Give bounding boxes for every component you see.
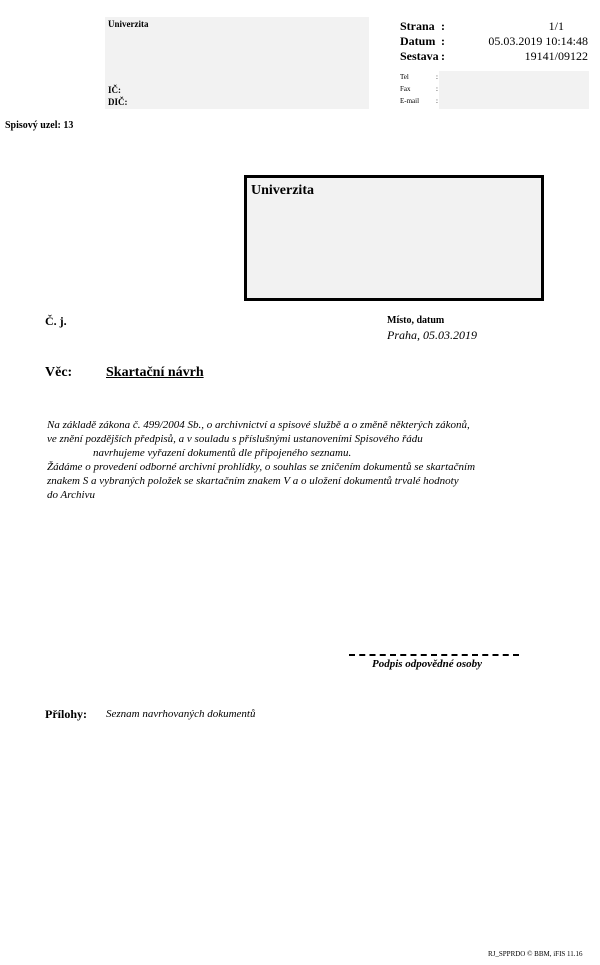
tel-colon: : (436, 73, 438, 81)
sender-box (105, 17, 369, 109)
dic-label: DIČ: (108, 97, 128, 107)
place-date-value: Praha, 05.03.2019 (387, 328, 477, 342)
strana-colon: : (441, 19, 445, 33)
datum-colon: : (441, 34, 445, 48)
recipient-name: Univerzita (251, 183, 314, 198)
ic-label: IČ: (108, 85, 121, 95)
subject-value: Skartační návrh (106, 365, 204, 380)
strana-label: Strana (400, 19, 435, 33)
fax-colon: : (436, 85, 438, 93)
signature-line (349, 654, 519, 656)
email-label: E-mail (400, 97, 420, 105)
email-colon: : (436, 97, 438, 105)
attachments-value: Seznam navrhovaných dokumentů (106, 708, 256, 720)
body-line: Žádáme o provedení odborné archivní prohlídky, o souhlas se zničením dokumentů se skartačním (47, 461, 476, 473)
cj-label: Č. j. (45, 314, 67, 328)
place-date-label: Místo, datum (387, 315, 445, 326)
body-line: ve znění pozdějších předpisů, a v souladu s příslušnými ustanoveními Spisového řádu (47, 433, 423, 445)
sender-name: Univerzita (108, 19, 149, 29)
sestava-label: Sestava (400, 49, 439, 63)
spisovy-uzel: Spisový uzel: 13 (5, 120, 74, 131)
contact-box (439, 71, 589, 109)
body-line: do Archivu (47, 489, 95, 501)
footer-text: RJ_SPPRDO © BBM, iFIS 11.16 (488, 950, 583, 958)
attachments-label: Přílohy: (45, 707, 87, 721)
datum-label: Datum (400, 34, 436, 48)
subject-label: Věc: (45, 365, 73, 380)
datum-value: 05.03.2019 10:14:48 (488, 34, 588, 48)
fax-label: Fax (400, 85, 411, 93)
body-line: znakem S a vybraných položek se skartačním znakem V a o uložení dokumentů trvalé hodnoty (47, 475, 459, 487)
body-line: navrhujeme vyřazení dokumentů dle připojeného seznamu. (93, 447, 352, 459)
strana-value: 1/1 (548, 19, 564, 33)
signature-label: Podpis odpovědné osoby (372, 658, 482, 670)
body-line: Na základě zákona č. 499/2004 Sb., o archivnictví a spisové službě a o změně některých zákonů, (47, 419, 470, 431)
sestava-value: 19141/09122 (524, 49, 588, 63)
tel-label: Tel (400, 73, 409, 81)
sestava-colon: : (441, 49, 445, 63)
